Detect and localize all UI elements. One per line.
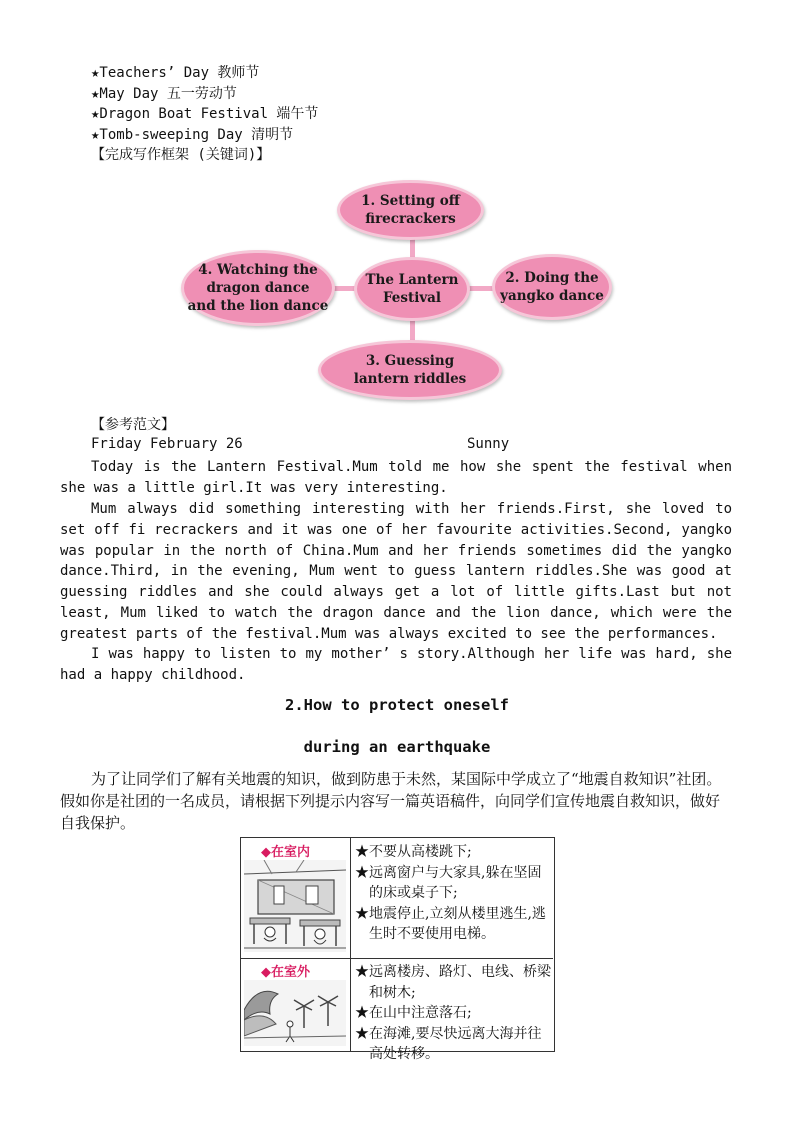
outdoor-image-cell [241, 958, 351, 1051]
mindmap-center [354, 257, 470, 321]
section-title: 2.How to protect oneself [285, 696, 509, 714]
outdoor-tip: ★远离楼房、路灯、电线、桥梁和树木; [355, 964, 551, 1001]
framework-heading: 【完成写作框架 (关键词)】 [91, 147, 271, 163]
diary-date: Friday February 26 [91, 436, 243, 452]
outdoor-label: ◆在室外 [261, 965, 310, 980]
indoor-row [241, 838, 553, 959]
vocab-item: ★Teachers’ Day 教师节 [91, 65, 260, 81]
vocab-item: ★Tomb-sweeping Day 清明节 [91, 127, 294, 143]
outdoor-row [241, 958, 553, 1062]
connector [468, 286, 494, 291]
vocab-item: ★May Day 五一劳动节 [91, 86, 237, 102]
section-subtitle: during an earthquake [303, 738, 491, 756]
mindmap-node-4 [181, 250, 335, 326]
tips-table [240, 837, 555, 1062]
indoor-tip: ★地震停止,立刻从楼里逃生,逃生时不要使用电梯。 [355, 905, 546, 942]
node-line: 2. Doing the [505, 270, 599, 286]
outdoor-tips-cell [352, 958, 552, 1065]
mindmap-node-1 [337, 180, 484, 240]
essay-paragraph: Mum always did something interesting with her friends.First, she loved to set off fi recrackers and it was one of her favourite activities.Second, yangko was popular in the north of China.Mum and her friends sometimes did the yangko dance.Third, in the evening, Mum went to guess lantern riddles.She was good at guessing riddles and she could always get a lot of little gifts.Last but not least, Mum liked to watch the dragon dance and the lion dance, which were the greatest parts of the festival.Mum was always excited to see the performances. [60, 501, 732, 642]
mindmap-node-3 [318, 340, 502, 400]
node-line: yangko dance [500, 288, 604, 304]
indoor-image-cell [241, 838, 351, 958]
node-line: lantern riddles [353, 371, 467, 387]
indoor-tips-cell [352, 838, 552, 945]
node-line: 4. Watching the [198, 262, 318, 278]
sample-heading: 【参考范文】 [91, 417, 175, 433]
essay-paragraph: I was happy to listen to my mother’ s story.Although her life was hard, she had a happy childhood. [60, 646, 732, 683]
indoor-scene-illustration [244, 860, 346, 952]
node-line: and the lion dance [187, 298, 329, 314]
prompt-text: 为了让同学们了解有关地震的知识，做到防患于未然，某国际中学成立了“地震自救知识”社团。假如你是社团的一名成员，请根据下列提示内容写一篇英语稿件，向同学们宣传地震自救知识，做好自我保护。 [60, 770, 722, 832]
node-line: The Lantern [365, 272, 459, 288]
connector [332, 286, 356, 291]
outdoor-tip: ★在山中注意落石; [355, 1005, 472, 1021]
node-line: 1. Setting off [361, 193, 460, 209]
outdoor-tip: ★在海滩,要尽快远离大海并往高处转移。 [355, 1025, 542, 1062]
node-line: dragon dance [206, 280, 310, 296]
indoor-label: ◆在室内 [261, 845, 310, 860]
node-line: firecrackers [365, 211, 456, 227]
essay-paragraph: Today is the Lantern Festival.Mum told me how she spent the festival when she was a little girl.It was very interesting. [60, 459, 732, 496]
indoor-tip: ★远离窗户与大家具,躲在坚固的床或桌子下; [355, 864, 542, 901]
mindmap-node-2 [492, 254, 612, 320]
node-line: Festival [382, 290, 442, 306]
diary-weather: Sunny [467, 436, 510, 452]
vocab-item: ★Dragon Boat Festival 端午节 [91, 106, 319, 122]
node-line: 3. Guessing [365, 353, 455, 369]
indoor-tip: ★不要从高楼跳下; [355, 844, 472, 860]
outdoor-scene-illustration [244, 980, 346, 1046]
